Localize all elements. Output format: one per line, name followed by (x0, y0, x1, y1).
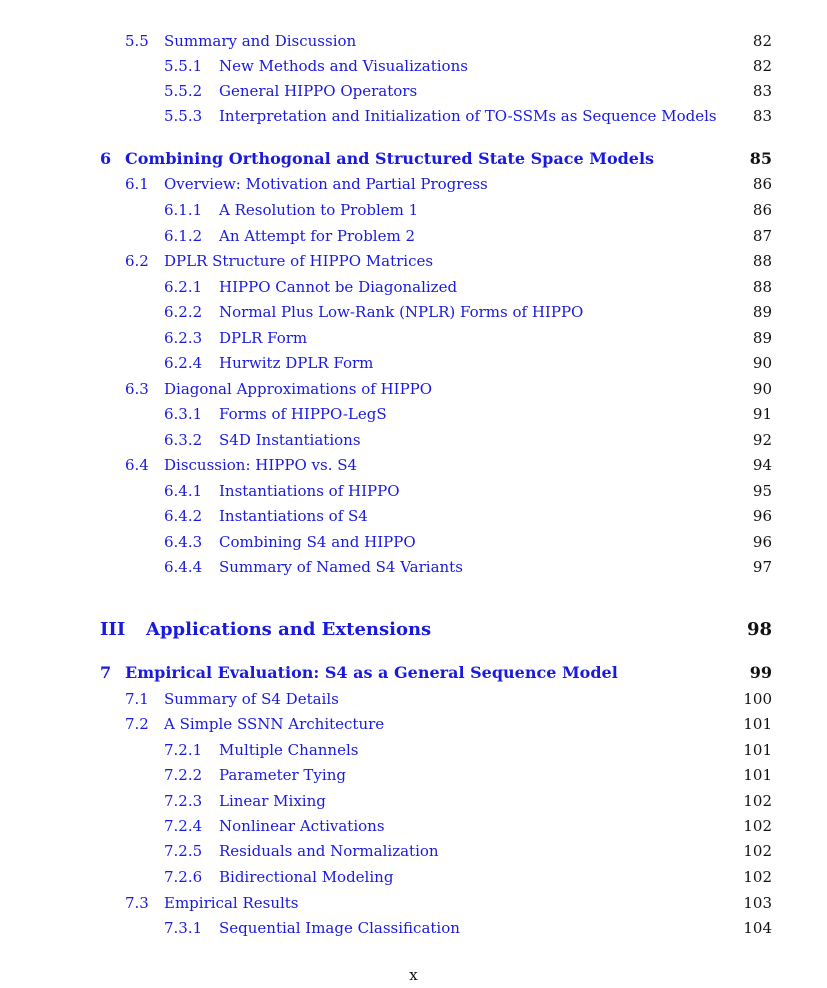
toc-entry-sub[interactable] (0, 556, 827, 578)
toc-entry-title[interactable]: Discussion: HIPPO vs. S4 (164, 456, 358, 474)
toc-entry-page-number[interactable]: 90 (752, 354, 772, 372)
toc-entry-number[interactable]: 6.3.2 (164, 431, 203, 449)
toc-entry-number[interactable]: 6.1 (125, 175, 149, 193)
toc-entry-title[interactable]: Multiple Channels (219, 741, 359, 759)
toc-entry-title[interactable]: General HIPPO Operators (219, 82, 418, 100)
toc-entry-page-number[interactable]: 82 (752, 32, 772, 50)
toc-entry-page-number[interactable]: 85 (749, 149, 772, 168)
toc-entry-number[interactable]: 6.2.1 (164, 278, 203, 296)
toc-entry-page-number[interactable]: 86 (752, 201, 772, 219)
toc-entry-title[interactable]: Combining S4 and HIPPO (219, 533, 416, 551)
toc-entry-number[interactable]: 5.5.2 (164, 82, 203, 100)
toc-entry-part[interactable] (0, 617, 827, 643)
toc-entry-number[interactable]: 7.1 (125, 690, 149, 708)
toc-entry-page-number[interactable]: 99 (749, 663, 772, 682)
toc-entry-title[interactable]: Residuals and Normalization (219, 842, 439, 860)
toc-entry-page-number[interactable]: 83 (752, 107, 772, 125)
toc-entry-number[interactable]: 6.2 (125, 252, 149, 270)
toc-entry-page-number[interactable]: 102 (743, 817, 772, 835)
toc-entry-page-number[interactable]: 95 (752, 482, 772, 500)
toc-entry-sec[interactable] (0, 892, 827, 914)
toc-entry-sub[interactable] (0, 429, 827, 451)
toc-entry-sub[interactable] (0, 866, 827, 888)
toc-entry-title[interactable]: Summary of Named S4 Variants (219, 558, 463, 576)
toc-entry-page-number[interactable]: 92 (752, 431, 772, 449)
toc-entry-page-number[interactable]: 98 (746, 619, 772, 640)
toc-entry-page-number[interactable]: 102 (743, 842, 772, 860)
toc-entry-page-number[interactable]: 91 (752, 405, 772, 423)
toc-entry-page-number[interactable]: 102 (743, 792, 772, 810)
toc-entry-page-number[interactable]: 83 (752, 82, 772, 100)
toc-entry-sec[interactable] (0, 454, 827, 476)
toc-entry-sub[interactable] (0, 764, 827, 786)
toc-entry-page-number[interactable]: 102 (743, 868, 772, 886)
toc-entry-number[interactable]: 7 (100, 663, 112, 682)
toc-entry-number[interactable]: III (100, 619, 126, 640)
toc-entry-chap[interactable] (0, 148, 827, 170)
toc-entry-number[interactable]: 5.5.3 (164, 107, 203, 125)
toc-entry-number[interactable]: 5.5.1 (164, 57, 203, 75)
toc-entry-page-number[interactable]: 90 (752, 380, 772, 398)
toc-entry-title[interactable]: Diagonal Approximations of HIPPO (164, 380, 433, 398)
toc-entry-page-number[interactable]: 103 (743, 894, 772, 912)
toc-entry-sub[interactable] (0, 917, 827, 939)
toc-entry-title[interactable]: Instantiations of HIPPO (219, 482, 400, 500)
toc-entry-sec[interactable] (0, 250, 827, 272)
toc-entry-title[interactable]: Empirical Results (164, 894, 299, 912)
toc-entry-sub[interactable] (0, 505, 827, 527)
toc-entry-page-number[interactable]: 82 (752, 57, 772, 75)
toc-entry-sec[interactable] (0, 30, 827, 52)
toc-entry-title[interactable]: Combining Orthogonal and Structured State Space Models (125, 149, 655, 168)
toc-entry-page-number[interactable]: 101 (743, 741, 772, 759)
toc-entry-sub[interactable] (0, 352, 827, 374)
toc-entry-page-number[interactable]: 97 (752, 558, 772, 576)
toc-entry-page-number[interactable]: 89 (752, 303, 772, 321)
toc-entry-title[interactable]: Hurwitz DPLR Form (219, 354, 374, 372)
toc-entry-title[interactable]: Parameter Tying (219, 766, 346, 784)
toc-entry-title[interactable]: An Attempt for Problem 2 (219, 227, 416, 245)
toc-entry-number[interactable]: 6.2.3 (164, 329, 203, 347)
toc-entry-sub[interactable] (0, 840, 827, 862)
toc-entry-sub[interactable] (0, 225, 827, 247)
toc-entry-title[interactable]: Overview: Motivation and Partial Progress (164, 175, 488, 193)
toc-entry-sub[interactable] (0, 480, 827, 502)
toc-entry-page-number[interactable]: 89 (752, 329, 772, 347)
toc-entry-number[interactable]: 6.4 (125, 456, 149, 474)
toc-entry-number[interactable]: 6.4.4 (164, 558, 203, 576)
toc-entry-number[interactable]: 7.2.6 (164, 868, 203, 886)
page-number-footer: x (409, 966, 418, 984)
toc-entry-number[interactable]: 7.3.1 (164, 919, 203, 937)
toc-entry-title[interactable]: A Simple SSNN Architecture (164, 715, 385, 733)
toc-entry-sec[interactable] (0, 378, 827, 400)
toc-entry-page-number[interactable]: 88 (752, 278, 772, 296)
toc-entry-number[interactable]: 6.4.3 (164, 533, 203, 551)
toc-entry-page-number[interactable]: 96 (752, 507, 772, 525)
toc-entry-number[interactable]: 7.2 (125, 715, 149, 733)
toc-entry-title[interactable]: Interpretation and Initialization of TO-SSMs as Sequence Models (219, 107, 717, 125)
toc-entry-sec[interactable] (0, 688, 827, 710)
toc-entry-sub[interactable] (0, 55, 827, 77)
toc-entry-number[interactable]: 6.1.1 (164, 201, 203, 219)
toc-entry-title[interactable]: HIPPO Cannot be Diagonalized (219, 278, 458, 296)
toc-entry-sec[interactable] (0, 713, 827, 735)
toc-entry-page-number[interactable]: 94 (752, 456, 772, 474)
toc-entry-title[interactable]: Applications and Extensions (146, 619, 432, 640)
toc-entry-number[interactable]: 6.3 (125, 380, 149, 398)
toc-entry-sub[interactable] (0, 301, 827, 323)
toc-entry-title[interactable]: Summary and Discussion (164, 32, 357, 50)
toc-entry-title[interactable]: Empirical Evaluation: S4 as a General Sequence Model (125, 663, 618, 682)
toc-entry-title[interactable]: Instantiations of S4 (219, 507, 368, 525)
toc-entry-number[interactable]: 7.2.1 (164, 741, 203, 759)
toc-entry-page-number[interactable]: 88 (752, 252, 772, 270)
toc-entry-page-number[interactable]: 101 (743, 766, 772, 784)
toc-entry-title[interactable]: A Resolution to Problem 1 (219, 201, 419, 219)
toc-entry-page-number[interactable]: 86 (752, 175, 772, 193)
toc-entry-number[interactable]: 6.4.2 (164, 507, 203, 525)
toc-entry-chap[interactable] (0, 662, 827, 684)
toc-entry-title[interactable]: Nonlinear Activations (219, 817, 385, 835)
toc-entry-sub[interactable] (0, 276, 827, 298)
toc-entry-sub[interactable] (0, 403, 827, 425)
toc-entry-title[interactable]: New Methods and Visualizations (219, 57, 468, 75)
toc-entry-page-number[interactable]: 96 (752, 533, 772, 551)
toc-entry-sub[interactable] (0, 327, 827, 349)
toc-entry-number[interactable]: 7.2.2 (164, 766, 203, 784)
toc-entry-title[interactable]: Linear Mixing (219, 792, 326, 810)
toc-entry-number[interactable]: 6.2.2 (164, 303, 203, 321)
toc-entry-number[interactable]: 6.3.1 (164, 405, 203, 423)
toc-entry-number[interactable]: 6.1.2 (164, 227, 203, 245)
toc-entry-title[interactable]: DPLR Structure of HIPPO Matrices (164, 252, 434, 270)
toc-entry-page-number[interactable]: 101 (743, 715, 772, 733)
toc-entry-page-number[interactable]: 100 (743, 690, 772, 708)
toc-entry-title[interactable]: DPLR Form (219, 329, 308, 347)
toc-entry-sub[interactable] (0, 199, 827, 221)
toc-entry-page-number[interactable]: 104 (743, 919, 772, 937)
toc-entry-title[interactable]: Normal Plus Low-Rank (NPLR) Forms of HIPPO (219, 303, 584, 321)
toc-entry-sub[interactable] (0, 80, 827, 102)
toc-entry-sub[interactable] (0, 790, 827, 812)
toc-entry-sub[interactable] (0, 531, 827, 553)
toc-entry-title[interactable]: Bidirectional Modeling (219, 868, 394, 886)
toc-entry-number[interactable]: 7.2.3 (164, 792, 203, 810)
toc-entry-sub[interactable] (0, 105, 827, 127)
toc-entry-sub[interactable] (0, 815, 827, 837)
toc-entry-number[interactable]: 6.2.4 (164, 354, 203, 372)
toc-entry-number[interactable]: 5.5 (125, 32, 149, 50)
toc-entry-title[interactable]: S4D Instantiations (219, 431, 361, 449)
toc-entry-sec[interactable] (0, 173, 827, 195)
toc-entry-title[interactable]: Forms of HIPPO-LegS (219, 405, 387, 423)
toc-entry-number[interactable]: 6.4.1 (164, 482, 203, 500)
toc-entry-title[interactable]: Sequential Image Classification (219, 919, 460, 937)
toc-entry-page-number[interactable]: 87 (752, 227, 772, 245)
toc-entry-sub[interactable] (0, 739, 827, 761)
toc-entry-number[interactable]: 6 (100, 149, 112, 168)
toc-entry-title[interactable]: Summary of S4 Details (164, 690, 339, 708)
toc-entry-number[interactable]: 7.3 (125, 894, 149, 912)
toc-entry-number[interactable]: 7.2.4 (164, 817, 203, 835)
toc-entry-number[interactable]: 7.2.5 (164, 842, 203, 860)
